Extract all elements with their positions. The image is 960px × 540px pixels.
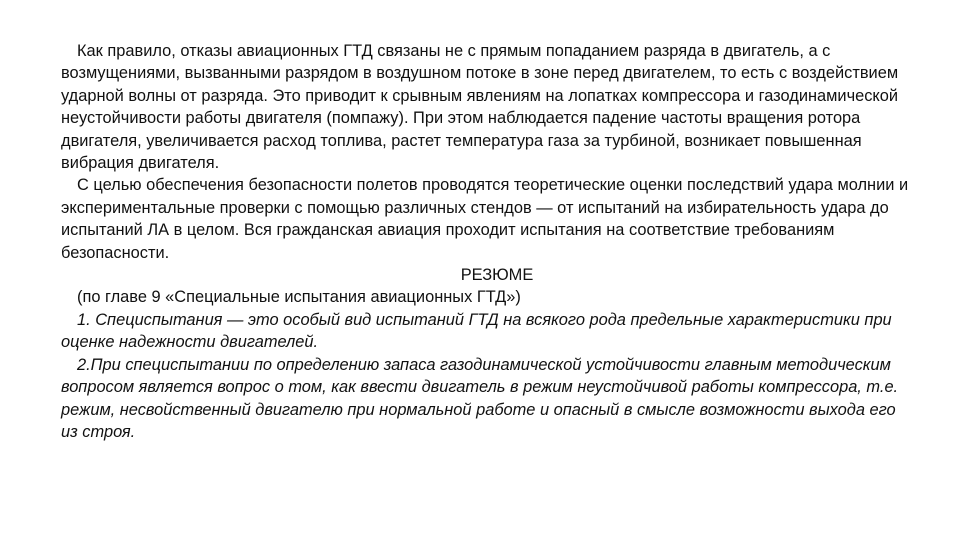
paragraph-flight-safety: С целью обеспечения безопасности полетов проводятся теоретические оценки последствий удара молнии и экспериментальные проверки с помощью различных стендов — от испытаний на избирательность удара до испытаний ЛА в целом. Вся гражданская авиация проходит испытания на соответствие требованиям безопасности. xyxy=(61,176,909,262)
summary-subheading: (по главе 9 «Специальные испытания авиационных ГТД») xyxy=(77,288,521,307)
summary-item-1: 1. Специспытания — это особый вид испытаний ГТД на всякого рода предельные характеристики при оценке надежности двигателей. xyxy=(61,310,892,352)
summary-heading: РЕЗЮМЕ xyxy=(460,266,534,285)
paragraph-failure-causes: Как правило, отказы авиационных ГТД связаны не с прямым попаданием разряда в двигатель, а с возмущениями, вызванными разрядом в воздушном потоке в зоне перед двигателем, то есть с воздействием ударной волны от разряда. Это приводит к срывным явлениям на лопатках компрессора и газодинамической неустойчивости работы двигателя (помпажу). При этом наблюдается падение частоты вращения ротора двигателя, увеличивается расход топлива, растет температура газа за турбиной, возникает повышенная вибрация двигателя. xyxy=(61,42,899,173)
document-body xyxy=(61,40,913,443)
summary-item-2: 2.При специспытании по определению запаса газодинамической устойчивости главным методическим вопросом является вопрос о том, как ввести двигатель в режим неустойчивой работы компрессора, т.е. режим, несвойственный двигателю при нормальной работе и опасный в смысле возможности выхода его из строя. xyxy=(61,355,899,441)
